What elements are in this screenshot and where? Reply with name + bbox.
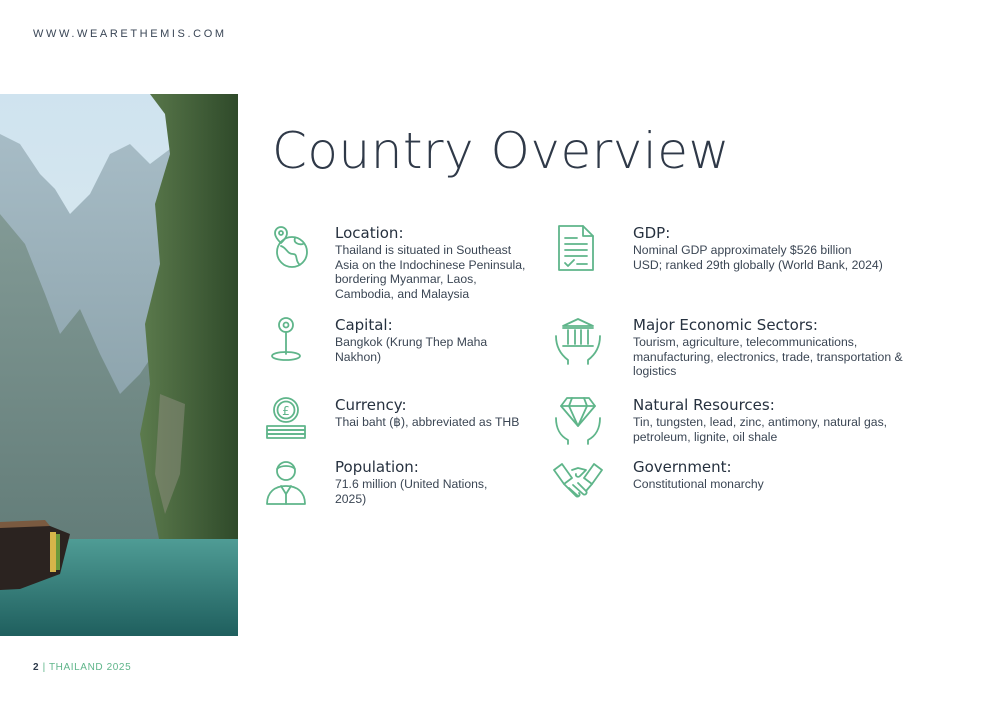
item-label: Natural Resources:: [633, 396, 775, 414]
item-text: 71.6 million (United Nations, 2025): [335, 477, 488, 506]
item-label: Location:: [335, 224, 404, 242]
item-label: Government:: [633, 458, 732, 476]
item-text: Bangkok (Krung Thep Maha Nakhon): [335, 335, 488, 364]
page-footer: [33, 662, 131, 673]
coin-stack-icon: [265, 396, 315, 446]
footer-separator: |: [42, 662, 46, 673]
diamond-in-hands-icon: [553, 396, 603, 446]
page-title: Country Overview: [272, 122, 730, 180]
globe-pin-icon: [265, 224, 315, 274]
item-label: Capital:: [335, 316, 393, 334]
item-text: Tourism, agriculture, telecommunications, manufacturing, electronics, trade, transportation & logistics: [633, 335, 903, 379]
map-pin-icon: [265, 316, 315, 366]
item-text: Thai baht (฿), abbreviated as THB: [335, 415, 520, 429]
item-text: Constitutional monarchy: [633, 477, 764, 491]
footer-label: THAILAND 2025: [48, 662, 132, 673]
item-label: Population:: [335, 458, 419, 476]
person-icon: [265, 458, 315, 508]
page-number: 2: [33, 662, 40, 673]
handshake-icon: [553, 458, 603, 508]
item-text: Nominal GDP approximately $526 billion USD; ranked 29th globally (World Bank, 2024): [633, 243, 883, 272]
site-url: WWW.WEARETHEMIS.COM: [33, 28, 227, 40]
item-label: GDP:: [633, 224, 671, 242]
svg-text:£: £: [282, 404, 290, 418]
bank-in-hands-icon: [553, 316, 603, 366]
item-label: Currency:: [335, 396, 407, 414]
item-text: Thailand is situated in Southeast Asia on the Indochinese Peninsula, bordering Myanmar, Laos, Cambodia, and Malaysia: [335, 243, 526, 301]
item-text: Tin, tungsten, lead, zinc, antimony, natural gas, petroleum, lignite, oil shale: [633, 415, 888, 444]
hero-photo: [0, 94, 238, 636]
item-label: Major Economic Sectors:: [633, 316, 818, 334]
report-document-icon: [553, 224, 603, 274]
